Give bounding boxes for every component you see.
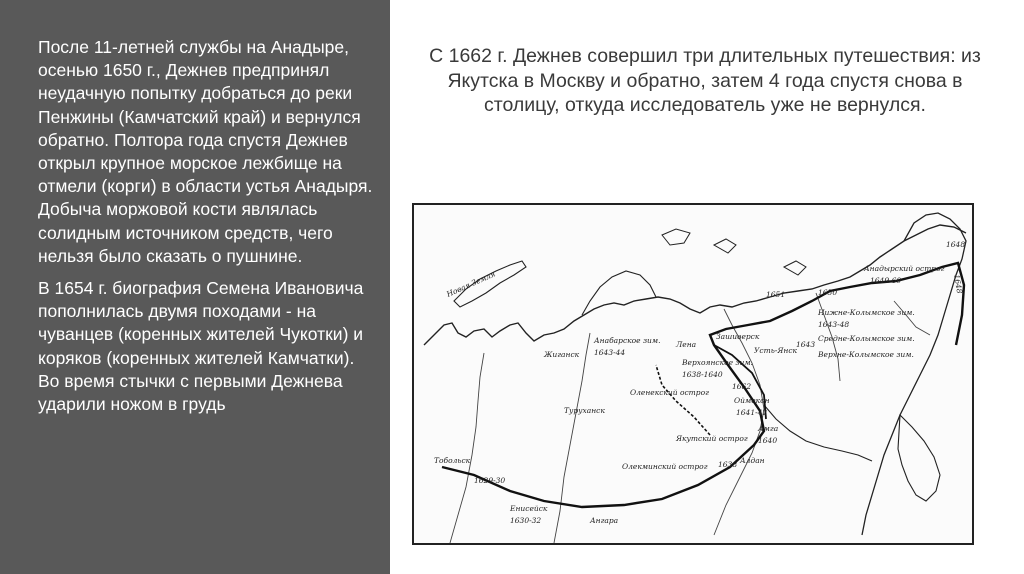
river-anadyr [894,301,930,335]
label-eniseisk-years: 1630-32 [510,516,542,525]
label-eniseisk: Енисейск [510,504,548,513]
label-year-1638: 1638 [718,460,738,469]
label-anabar: Анабарское зим. [594,336,661,345]
label-amga: Амга [758,424,779,433]
label-year-1643: 1643 [796,340,816,349]
label-year-1648b: 1648 [952,273,965,295]
label-aldan: Алдан [740,456,765,465]
river-lena [714,309,764,535]
label-year-1648: 1648 [946,240,966,249]
right-heading: С 1662 г. Дежнев совершил три длительных путешествия: из Якутска в Москву и обратно, затем 4 года спустя снова в столицу, откуда исследователь уже не вернулся. [429,45,981,116]
chukotka-coast [862,213,966,535]
label-verkhoyansk: Верхоянское зим. [682,358,753,367]
arctic-coastline [424,225,966,345]
label-lena: Лена [676,340,697,349]
label-anadyr-years: 1649-60 [870,276,902,285]
label-amga-year: 1640 [758,436,778,445]
label-year-1650: 1650 [818,288,838,297]
label-yakutsk: Якутский острог [676,434,748,443]
label-verkhnekolymsk: Верхне-Колымское зим. [818,350,914,359]
label-verkhoyansk-years: 1638-1640 [682,370,723,379]
label-angara: Ангара [590,516,619,525]
label-tobolsk: Тобольск [434,456,471,465]
historical-map [412,203,974,545]
river-yenisei [554,333,590,543]
label-anabar-years: 1643-44 [594,348,626,357]
label-oymyakon-years: 1641-42 [736,408,768,417]
label-turukhansk: Туруханск [564,406,605,415]
northern-islands [662,229,806,275]
label-oymyakon: Оймекон [734,396,770,405]
label-zashiversk: Зашиверск [716,332,760,341]
left-paragraph-2: В 1654 г. биография Семена Ивановича пополнилась двумя походами - на чуванцев (коренных жителей Чукотки) и коряков (коренных жителей Камчатки). Во время стычки с первыми Дежнева ударили ножом в грудь [38,278,364,415]
label-nizhnekolymsk: Нижне-Колымское зим. [818,308,915,317]
label-tobolsk-years: 1629-30 [474,476,506,485]
kamchatka-peninsula [898,415,940,501]
label-srednekolymsk: Средне-Колымское зим. [818,334,915,343]
left-text-block [38,36,373,425]
label-novaya-zemlya: Новая Земля [445,269,497,299]
label-ust-yansk: Усть-Янск [754,346,798,355]
label-olekminsk: Олекминский острог [622,462,708,471]
left-panel [0,0,390,574]
map-drawing [414,205,972,543]
right-heading-block [420,44,990,118]
label-anadyr: Анадырский острог [864,264,945,273]
left-paragraph-1: После 11-летней службы на Анадыре, осенью 1650 г., Дежнев предпринял неудачную попытку добраться до реки Пенжины (Камчатский край) и вернулся обратно. Полтора года спустя Дежнев открыл крупное морское лежбище на отмели (корги) в области устья Анадыря. Добыча моржовой кости являлась солидным источником средств, чего нельзя было сказать о пушнине. [38,37,373,266]
river-ob [450,353,484,543]
okhotsk-coast [764,405,872,461]
label-zhigansk: Жиганск [544,350,580,359]
label-olenek: Оленекский острог [630,388,709,397]
taimyr-coast [582,271,656,315]
label-nizhnekolymsk-years: 1643-48 [818,320,850,329]
label-year-1662: 1662 [732,382,752,391]
label-year-1651: 1651 [766,290,786,299]
